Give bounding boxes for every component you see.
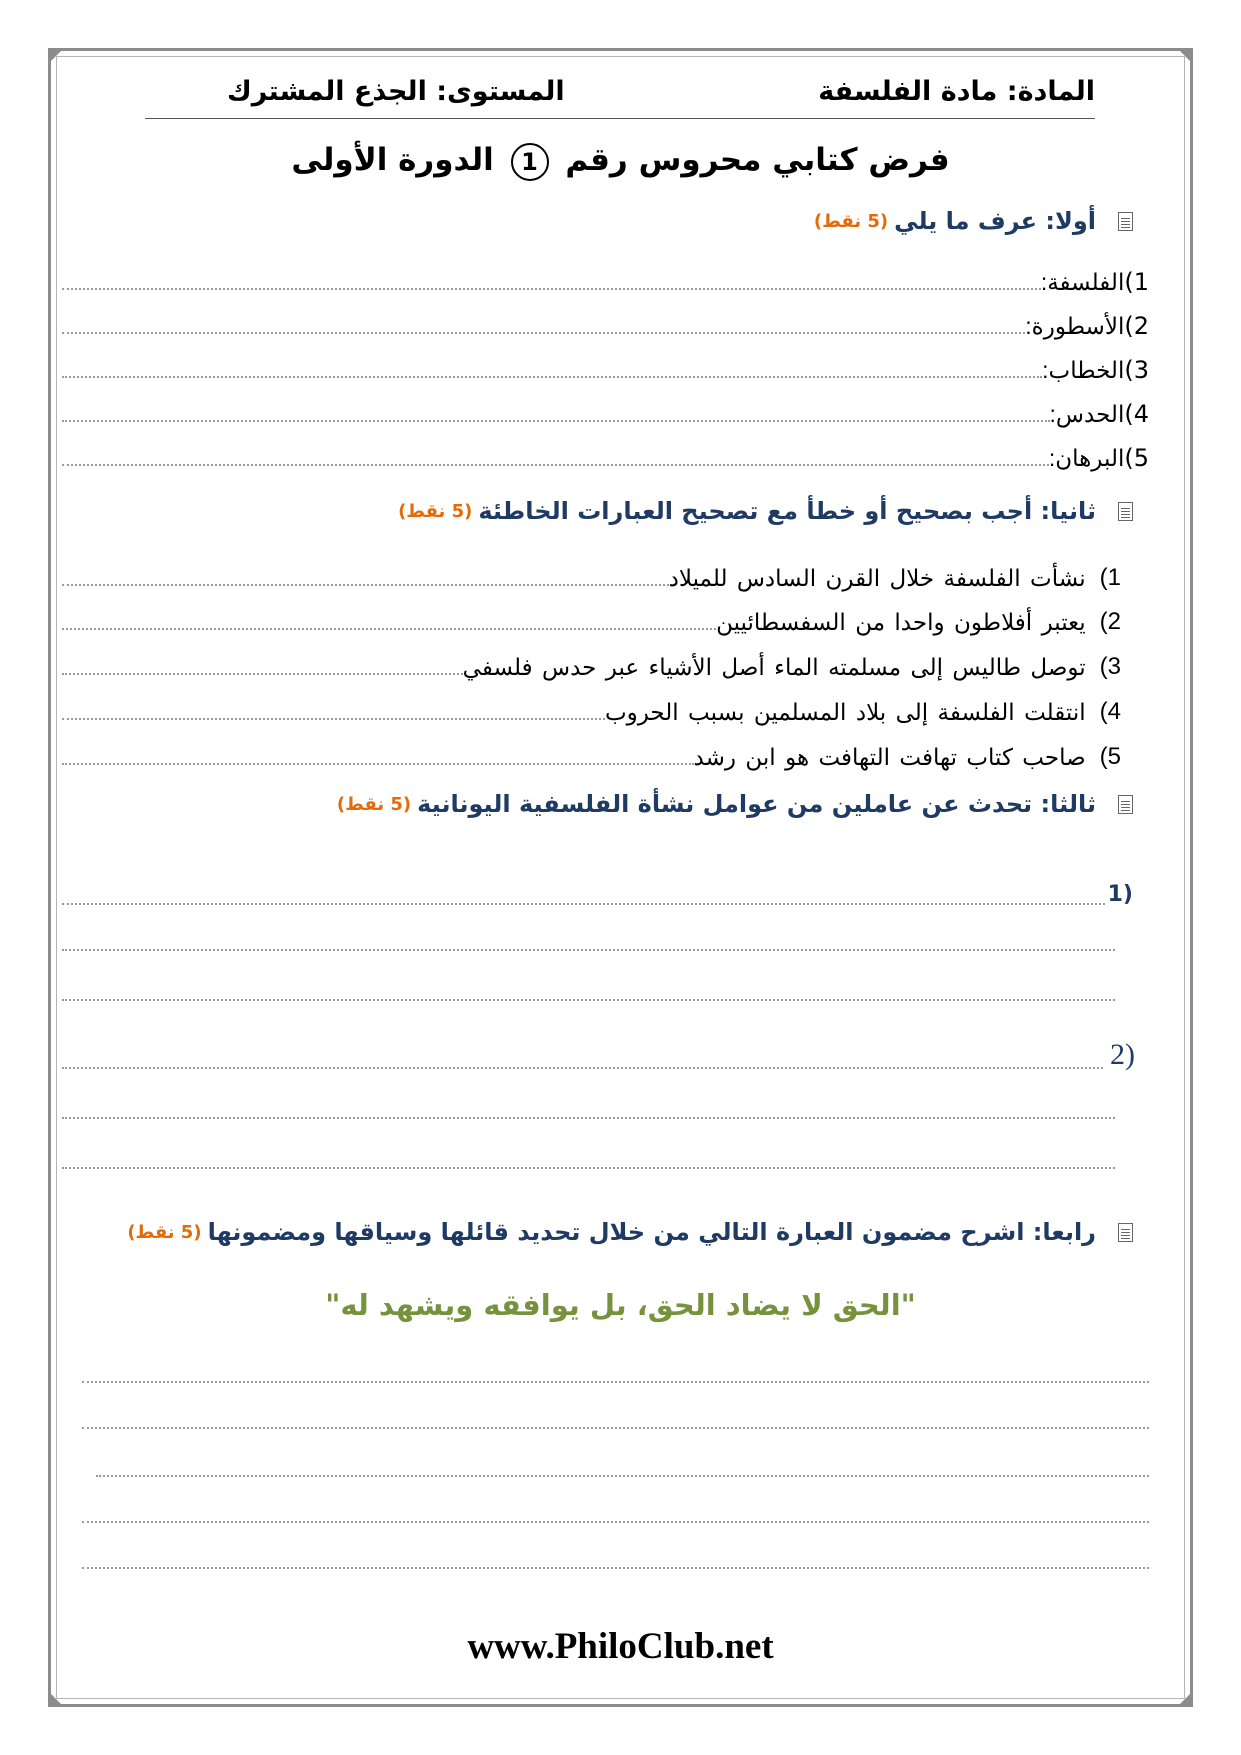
page-frame-inner bbox=[56, 56, 1185, 1699]
statement-number: 5) bbox=[1099, 743, 1121, 770]
true-false-row bbox=[62, 600, 1121, 636]
document-header bbox=[145, 76, 1095, 119]
website-footer: www.PhiloClub.net bbox=[467, 1626, 774, 1667]
section3-points: (5 نقط) bbox=[336, 793, 412, 815]
answer-dotted-line[interactable] bbox=[62, 998, 1115, 1001]
answer-dotted-line[interactable] bbox=[62, 463, 1049, 466]
document-icon bbox=[1118, 1223, 1133, 1242]
section3-heading-text: ثالثا: تحدث عن عاملين من عوامل نشأة الفلسفية اليونانية bbox=[417, 790, 1096, 818]
section2-heading-text: ثانيا: أجب بصحيح أو خطأ مع تصحيح العبارات الخاطئة bbox=[478, 497, 1096, 525]
statement-number: 4) bbox=[1099, 698, 1121, 725]
frame-corner-ornament bbox=[1180, 51, 1190, 61]
statement-text: نشأت الفلسفة خلال القرن السادس للميلاد bbox=[668, 565, 1086, 591]
answer-dotted-line[interactable] bbox=[62, 331, 1025, 334]
exam-number-badge: 1 bbox=[511, 143, 549, 181]
definition-term: الفلسفة: bbox=[1040, 269, 1125, 295]
section2-points: (5 نقط) bbox=[398, 500, 473, 522]
answer-dotted-line[interactable] bbox=[82, 1566, 1149, 1569]
true-false-row bbox=[62, 735, 1121, 771]
definition-row bbox=[62, 394, 1149, 428]
title-text: فرض كتابي محروس رقم bbox=[565, 142, 950, 178]
section3-heading bbox=[337, 790, 1133, 818]
answer-dotted-line[interactable] bbox=[96, 1474, 1149, 1477]
definition-row bbox=[62, 262, 1149, 296]
statement-text: صاحب كتاب تهافت التهافت هو ابن رشد bbox=[693, 744, 1086, 770]
answer-dotted-line[interactable] bbox=[62, 902, 1105, 905]
statement-number: 1) bbox=[1099, 564, 1121, 591]
definition-row bbox=[62, 350, 1149, 384]
definition-number: 5) bbox=[1124, 444, 1149, 472]
answer-dotted-line[interactable] bbox=[82, 1380, 1149, 1383]
level-label: المستوى: الجذع المشترك bbox=[227, 76, 565, 107]
section4-heading bbox=[127, 1218, 1133, 1246]
definition-term: البرهان: bbox=[1048, 445, 1125, 471]
statement-text: توصل طاليس إلى مسلمته الماء أصل الأشياء عبر حدس فلسفي bbox=[462, 654, 1086, 680]
true-false-row bbox=[62, 556, 1121, 592]
definition-number: 1) bbox=[1124, 268, 1149, 296]
statement-number: 3) bbox=[1099, 653, 1121, 680]
definition-number: 3) bbox=[1124, 356, 1149, 384]
definition-term: الحدس: bbox=[1049, 401, 1125, 427]
answer-dotted-line[interactable] bbox=[62, 627, 716, 630]
exam-title bbox=[0, 142, 1241, 181]
statement-text: يعتبر أفلاطون واحدا من السفسطائيين bbox=[716, 609, 1086, 635]
section1-points: (5 نقط) bbox=[813, 210, 889, 232]
true-false-row bbox=[62, 645, 1121, 681]
title-session: الدورة الأولى bbox=[291, 142, 494, 178]
answer-dotted-line[interactable] bbox=[62, 717, 605, 720]
answer-dotted-line[interactable] bbox=[62, 287, 1041, 290]
section4-heading-text: رابعا: اشرح مضمون العبارة التالي من خلال تحديد قائلها وسياقها ومضمونها bbox=[207, 1218, 1096, 1246]
answer-dotted-line[interactable] bbox=[62, 1066, 1103, 1069]
subject-label: المادة: مادة الفلسفة bbox=[818, 76, 1095, 107]
statement-number: 2) bbox=[1099, 608, 1121, 635]
answer-dotted-line[interactable] bbox=[62, 583, 669, 586]
answer-dotted-line[interactable] bbox=[62, 948, 1115, 951]
philosophy-quote: "الحق لا يضاد الحق، بل يوافقه ويشهد له" bbox=[325, 1288, 916, 1322]
document-icon bbox=[1118, 212, 1133, 231]
section1-heading-text: أولا: عرف ما يلي bbox=[894, 207, 1096, 235]
answer-dotted-line[interactable] bbox=[62, 375, 1042, 378]
answer-dotted-line[interactable] bbox=[62, 762, 694, 765]
answer-dotted-line[interactable] bbox=[82, 1520, 1149, 1523]
section1-heading bbox=[814, 207, 1133, 235]
frame-corner-ornament bbox=[51, 1694, 61, 1704]
frame-corner-ornament bbox=[51, 51, 61, 61]
definition-term: الخطاب: bbox=[1042, 357, 1125, 383]
definition-number: 4) bbox=[1124, 400, 1149, 428]
answer-dotted-line[interactable] bbox=[62, 419, 1050, 422]
answer-dotted-line[interactable] bbox=[62, 672, 463, 675]
document-icon bbox=[1118, 502, 1133, 521]
answer-number: 2) bbox=[1110, 1038, 1135, 1071]
document-icon bbox=[1118, 795, 1133, 814]
answer-dotted-line[interactable] bbox=[62, 1116, 1115, 1119]
section4-points: (5 نقط) bbox=[127, 1221, 202, 1243]
frame-corner-ornament bbox=[1180, 1694, 1190, 1704]
definition-number: 2) bbox=[1124, 312, 1149, 340]
answer-dotted-line[interactable] bbox=[82, 1426, 1149, 1429]
answer-dotted-line[interactable] bbox=[62, 1166, 1115, 1169]
statement-text: انتقلت الفلسفة إلى بلاد المسلمين بسبب الحروب bbox=[604, 699, 1086, 725]
definition-row bbox=[62, 438, 1149, 472]
section2-heading bbox=[398, 497, 1133, 525]
definition-row bbox=[62, 306, 1149, 340]
definition-term: الأسطورة: bbox=[1025, 313, 1125, 339]
answer-number: 1) bbox=[1107, 882, 1133, 907]
true-false-row bbox=[62, 690, 1121, 726]
